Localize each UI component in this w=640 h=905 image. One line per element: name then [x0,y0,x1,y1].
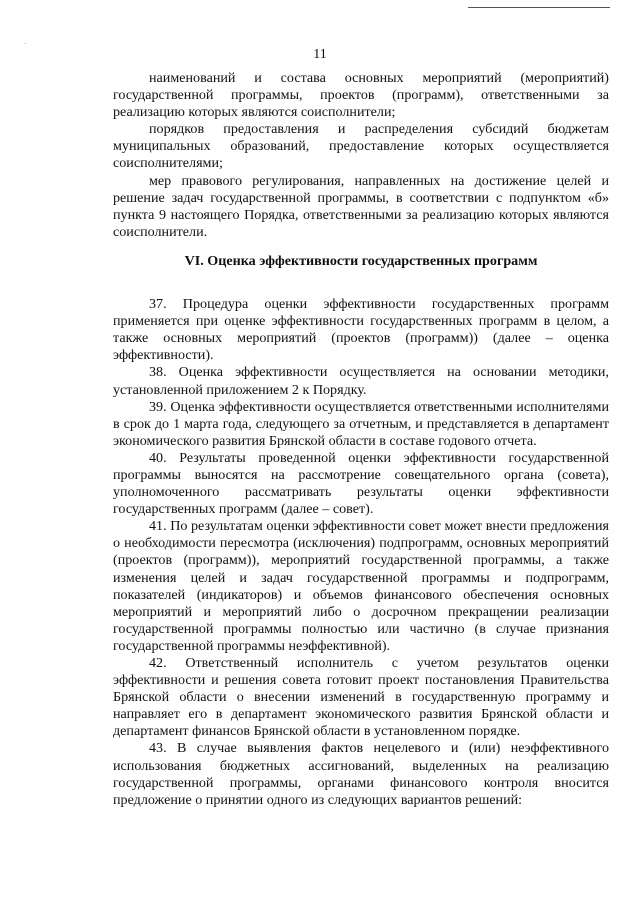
paragraph-38: 38. Оценка эффективности осуществляется на основании методики, установленной приложением 2 к Порядку. [113,364,609,398]
paragraph-39: 39. Оценка эффективности осуществляется ответственными исполнителями в срок до 1 марта года, следующего за отчетным, и представляется в департамент экономического развития Брянской области в составе годового отчета. [113,398,609,449]
paragraph-naming-events: наименований и состава основных мероприятий (мероприятий) государственной программы, проектов (программ), ответственными за реализацию которых являются соисполнители; [113,70,609,121]
top-rule-line [468,7,610,8]
paragraph-37: 37. Процедура оценки эффективности государственных программ применяется при оценке эффективности государственных программ в целом, а также основных мероприятий (проектов (программ)) (далее – оценка эффективности). [113,296,609,364]
paragraph-legal-regulation: мер правового регулирования, направленных на достижение целей и решение задач государственной программы, в соответствии с подпунктом «б» пункта 9 настоящего Порядка, ответственными за реализацию которых являются соисполнители. [113,172,609,240]
paragraph-subsidies: порядков предоставления и распределения субсидий бюджетам муниципальных образований, предоставление которых осуществляется соисполнителями; [113,121,609,172]
section-heading: VI. Оценка эффективности государственных программ [184,252,538,269]
paragraph-41: 41. По результатам оценки эффективности совет может внести предложения о необходимости пересмотра (исключения) подпрограмм, основных мероприятий (проектов (программ)), мероприятий государственной программы, а также изменения целей и задач государственной программы и подпрограмм, показателей (индикаторов) и объемов финансового обеспечения основных мероприятий и мероприятий либо о досрочном прекращении реализации государственной программы полностью или частично (в случае признания государственной программы неэффективной). [113,518,609,654]
paragraph-43: 43. В случае выявления фактов нецелевого и (или) неэффективного использования бюджетных ассигнований, выделенных на реализацию государственной программы, органами финансового контроля вносится предложение о принятии одного из следующих вариантов решений: [113,740,609,808]
paragraph-40: 40. Результаты проведенной оценки эффективности государственной программы выносятся на рассмотрение совещательного органа (совета), уполномоченного рассматривать результаты оценки эффективности государственных программ (далее – совет). [113,449,609,518]
paragraph-42: 42. Ответственный исполнитель с учетом результатов оценки эффективности и решения совета готовит проект постановления Правительства Брянской области о внесении изменений в государственную программу и направляет его в департамент экономического развития Брянской области и департамент финансов Брянской области в установленном порядке. [113,655,609,740]
page-number: 11 [313,47,327,62]
scan-mark: · [24,40,27,48]
document-body [113,70,609,809]
